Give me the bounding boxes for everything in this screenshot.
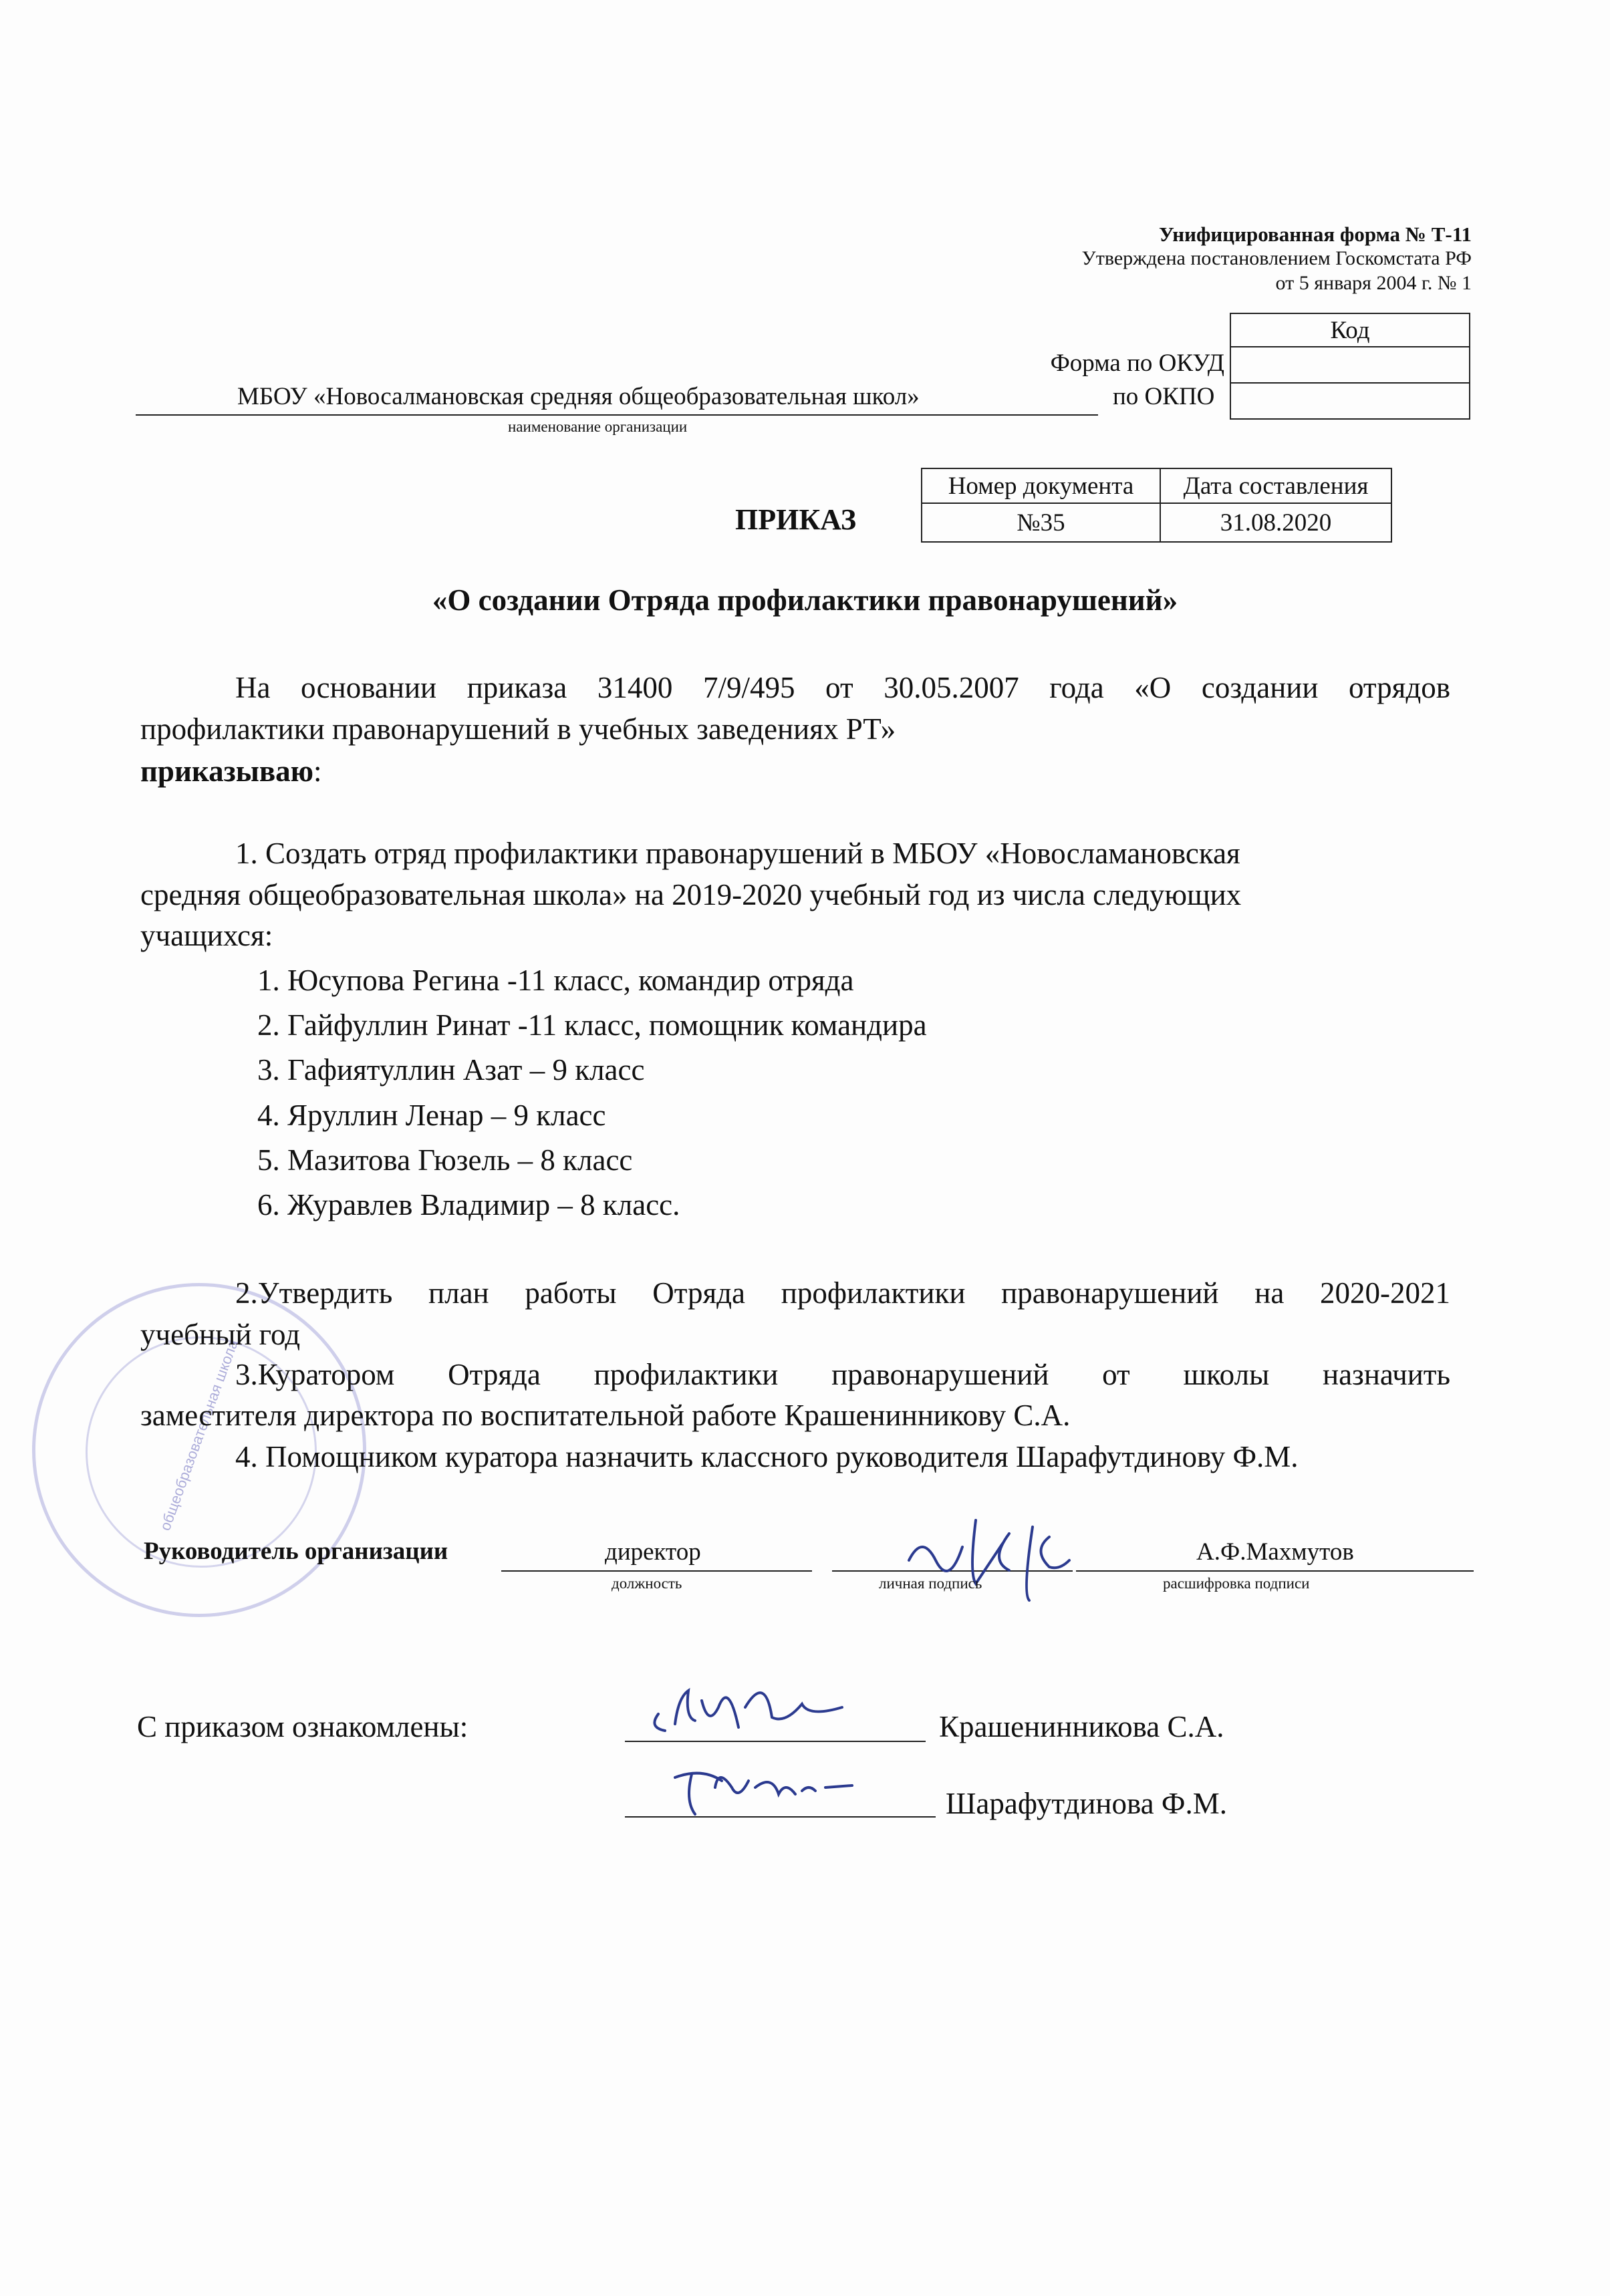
item1-line-3: учащихся: — [140, 919, 273, 952]
ack-signature-2-image — [665, 1751, 886, 1818]
codes-table-header: Код — [1230, 313, 1470, 347]
item1-line-2: средняя общеобразовательная школа» на 2019-2020 учебный год из числа следующих — [140, 878, 1242, 911]
doc-number-value: №35 — [922, 503, 1160, 542]
basis-order-line — [140, 750, 322, 793]
okud-code-cell — [1230, 347, 1470, 383]
order-verb-colon: : — [313, 754, 322, 788]
student-item: 5. Мазитова Гюзель – 8 класс — [257, 1143, 633, 1177]
document-table — [921, 468, 1392, 543]
position-caption: должность — [612, 1575, 682, 1592]
item3-line-1: 3.Куратором Отряда профилактики правонарушений от школы назначить — [235, 1358, 1450, 1391]
form-header-date: от 5 января 2004 г. № 1 — [1275, 272, 1472, 294]
signature-caption: личная подпись — [879, 1575, 982, 1592]
form-header-title: Унифицированная форма № Т-11 — [1159, 223, 1472, 246]
ack-signature-1-image — [645, 1677, 859, 1744]
order-title: «О создании Отряда профилактики правонарушений» — [432, 583, 1178, 617]
item3-line-2: заместителя директора по воспитательной работе Крашенинникову С.А. — [140, 1399, 1071, 1432]
student-item: 3. Гафиятуллин Азат – 9 класс — [257, 1053, 645, 1087]
form-header-approval: Утверждена постановлением Госкомстата РФ — [1081, 247, 1472, 269]
student-item: 1. Юсупова Регина -11 класс, командир отряда — [257, 964, 854, 997]
ack-person-1: Крашенинникова С.А. — [939, 1710, 1224, 1743]
acknowledged-label: С приказом ознакомлены: — [137, 1710, 468, 1743]
organization-caption: наименование организации — [508, 418, 688, 435]
organization-name: МБОУ «Новосалмановская средняя общеобразовательная школ» — [237, 383, 920, 410]
item4-line: 4. Помощником куратора назначить классного руководителя Шарафутдинову Ф.М. — [235, 1440, 1299, 1473]
student-item: 4. Яруллин Ленар – 9 класс — [257, 1099, 606, 1132]
order-verb: приказываю — [140, 754, 314, 788]
doc-date-header: Дата составления — [1160, 468, 1391, 503]
codes-table — [1230, 313, 1470, 420]
doc-date-value: 31.08.2020 — [1160, 503, 1391, 542]
student-item: 2. Гайфуллин Ринат -11 класс, помощник командира — [257, 1008, 927, 1042]
ack-person-2: Шарафутдинова Ф.М. — [946, 1787, 1227, 1820]
order-word: ПРИКАЗ — [735, 503, 857, 536]
director-name: А.Ф.Махмутов — [1196, 1538, 1354, 1566]
basis-line-1: На основании приказа 31400 7/9/495 от 30.05.2007 года «О создании отрядов — [235, 671, 1450, 704]
item1-line-1: 1. Создать отряд профилактики правонарушений в МБОУ «Новосламановская — [235, 837, 1240, 870]
position-underline — [501, 1570, 812, 1572]
name-caption: расшифровка подписи — [1163, 1575, 1310, 1592]
item2-line-2: учебный год — [140, 1318, 301, 1351]
okud-label: Форма по ОКУД — [1050, 349, 1224, 377]
okpo-code-cell — [1230, 383, 1470, 419]
organization-underline — [136, 414, 1098, 416]
doc-number-header: Номер документа — [922, 468, 1160, 503]
name-underline — [1076, 1570, 1474, 1572]
item2-line-1: 2.Утвердить план работы Отряда профилактики правонарушений на 2020-2021 — [235, 1276, 1450, 1310]
student-item: 6. Журавлев Владимир – 8 класс. — [257, 1188, 680, 1222]
okpo-label: по ОКПО — [1113, 383, 1215, 410]
head-of-organization-label: Руководитель организации — [144, 1538, 448, 1565]
basis-line-2: профилактики правонарушений в учебных заведениях РТ» — [140, 712, 896, 746]
position-value: директор — [605, 1538, 701, 1566]
stamp-text: общеобразовательная школа — [156, 1337, 241, 1533]
